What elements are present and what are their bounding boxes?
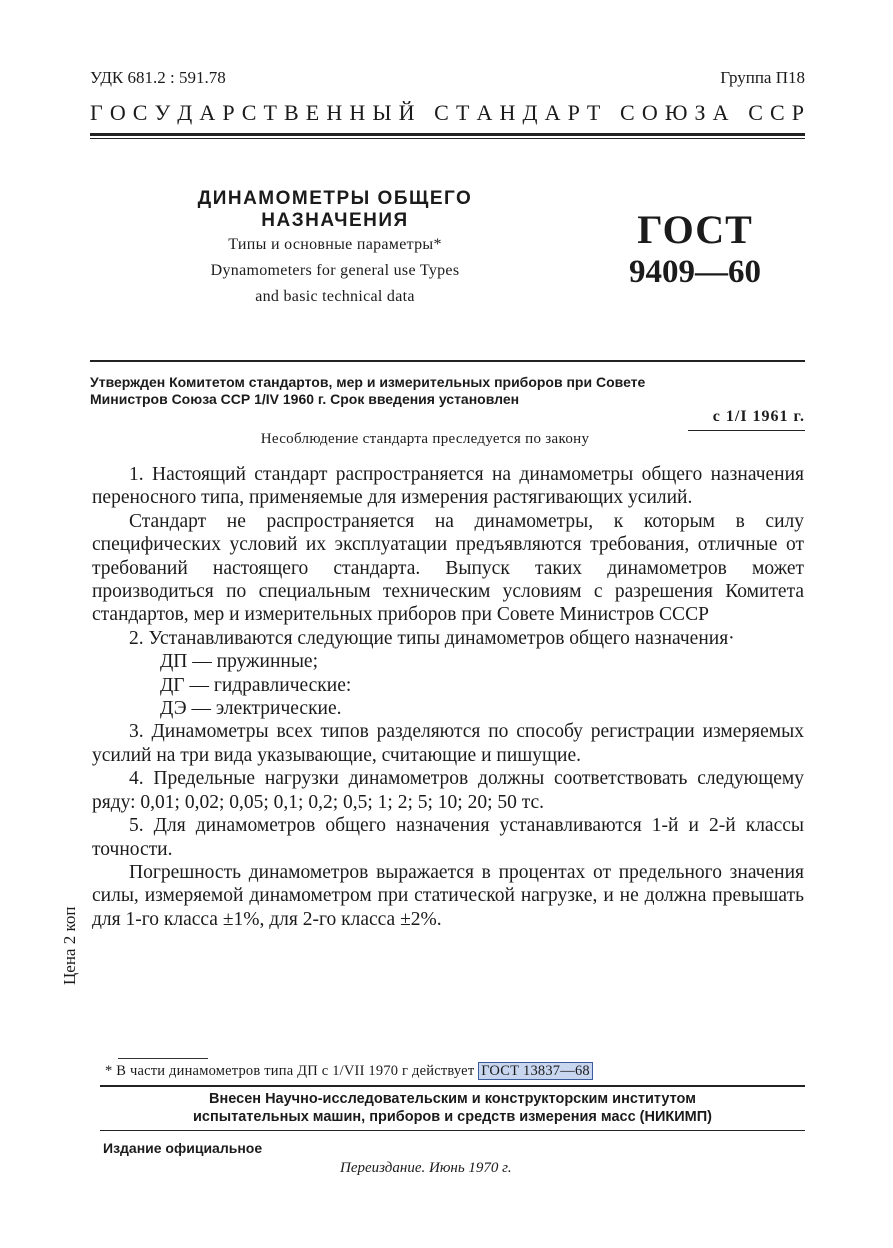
paragraph-2: 2. Устанавливаются следующие типы динамометров общего назначения· xyxy=(129,627,735,649)
state-standard-heading: Г О С У Д А Р С Т В Е Н Н Ы Й С Т А Н Д А Р Т С О Ю З А С С Р xyxy=(90,100,805,125)
paragraph-3: 3. Динамометры всех типов разделяются по способу регистрации измеряемых усилий на три вида указывающие, считающие и пишущие. xyxy=(92,721,804,766)
noncompliance-notice: Несоблюдение стандарта преследуется по закону xyxy=(260,431,590,447)
gost-designation xyxy=(600,208,790,292)
type-item-dg: ДГ — гидравлические: xyxy=(160,674,352,696)
paragraph-5: 5. Для динамометров общего назначения устанавливаются 1-й и 2-й классы точности. xyxy=(92,815,804,860)
approval-line1: Утвержден Комитетом стандартов, мер и измерительных приборов при Совете xyxy=(90,374,646,390)
approval-text xyxy=(90,374,805,408)
price-stamp: Цена 2 коп xyxy=(60,906,79,985)
effective-date: с 1/I 1961 г. xyxy=(712,408,805,425)
paragraph-error: Погрешность динамометров выражается в процентах от предельного значения силы, измеряемой динамометром при статической нагрузке, и не должна превышать для 1-го класса ±1%, для 2-го класса ±2%. xyxy=(92,861,804,930)
official-edition: Издание официальное xyxy=(103,1140,263,1156)
standard-body xyxy=(92,463,804,931)
footnote xyxy=(105,1063,593,1080)
paragraph-1: 1. Настоящий стандарт распространяется на динамометры общего назначения переносного типа, применяемые для измерения растягивающих усилий. xyxy=(92,464,804,509)
reprint-note: Переиздание. Июнь 1970 г. xyxy=(340,1160,512,1176)
title-ru: ДИНАМОМЕТРЫ ОБЩЕГО НАЗНАЧЕНИЯ xyxy=(197,188,473,231)
title-rule xyxy=(90,360,805,362)
footnote-text: * В части динамометров типа ДП с 1/VII 1970 г действует xyxy=(105,1063,475,1079)
developer-note xyxy=(100,1090,805,1126)
footnote-rule xyxy=(118,1058,208,1059)
developer-rule-bottom xyxy=(100,1130,805,1131)
title-block xyxy=(150,188,520,310)
type-item-dp: ДП — пружинные; xyxy=(160,651,319,673)
gost-label: ГОСТ xyxy=(637,207,753,252)
approval-line2: Министров Союза ССР 1/IV 1960 г. Срок введения установлен xyxy=(90,391,520,407)
udk-code: УДК 681.2 : 591.78 xyxy=(90,68,226,87)
paragraph-scope: Стандарт не распространяется на динамометры, к которым в силу специфических условий их эксплуатации предъявляются требования, отличные от требований настоящего стандарта. Выпуск таких динамометров может производиться по специальным техническим условиям с разрешения Комитета стандартов, мер и измерительных приборов при Совете Министров СССР xyxy=(92,510,804,626)
title-en-line1: Dynamometers for general use Types xyxy=(210,262,460,279)
subtitle-ru: Типы и основные параметры* xyxy=(228,236,442,253)
developer-line2: испытательных машин, приборов и средств измерения масс (НИКИМП) xyxy=(193,1109,712,1125)
paragraph-4: 4. Предельные нагрузки динамометров должны соответствовать следующему ряду: 0,01; 0,02; 0,05; 0,1; 0,2; 0,5; 1; 2; 5; 10; 20; 50 тс. xyxy=(92,768,804,813)
title-en-line2: and basic technical data xyxy=(255,288,415,305)
type-item-de: ДЭ — электрические. xyxy=(160,698,342,720)
header-rule xyxy=(90,133,805,136)
gost-reference-link[interactable]: ГОСТ 13837—68 xyxy=(478,1062,593,1080)
group-code: Группа П18 xyxy=(720,68,805,87)
gost-number: 9409—60 xyxy=(629,254,761,290)
developer-line1: Внесен Научно-исследовательским и конструкторским институтом xyxy=(209,1091,696,1107)
developer-rule-top xyxy=(100,1085,805,1087)
header-rule-thin xyxy=(90,138,805,139)
